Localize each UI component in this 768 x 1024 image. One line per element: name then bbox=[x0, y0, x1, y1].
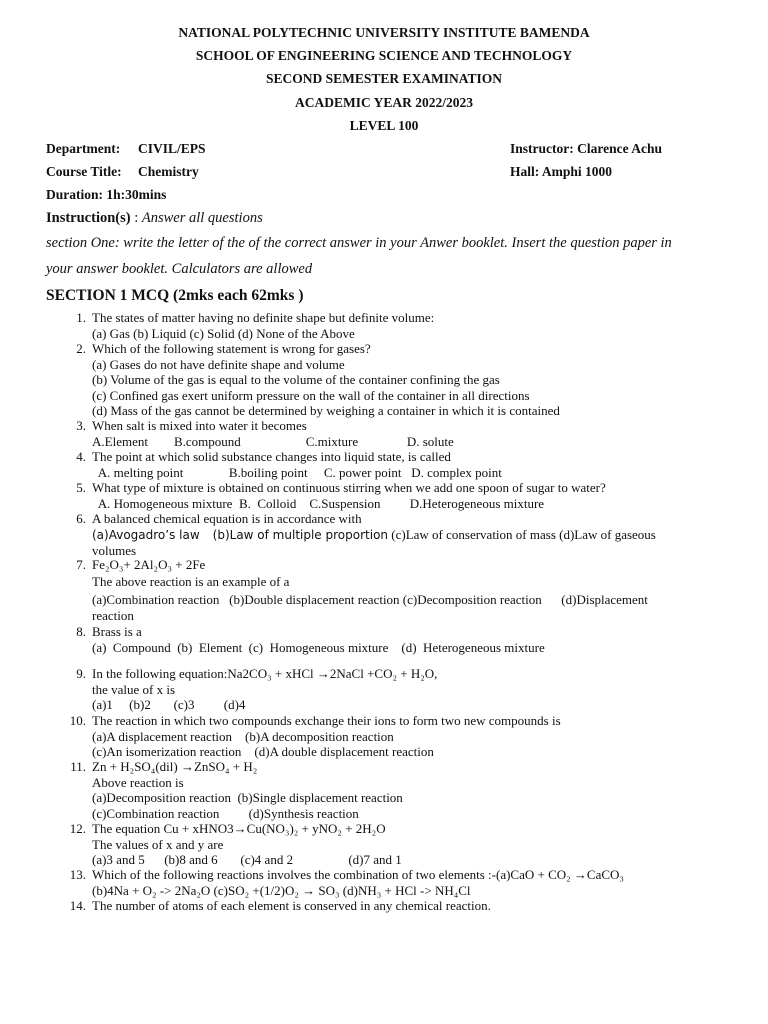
question-text: The above reaction is an example of a bbox=[92, 573, 290, 589]
question-options: A. Homogeneous mixture B. Colloid C.Suspension D.Heterogeneous mixture bbox=[92, 495, 545, 511]
institution-title: NATIONAL POLYTECHNIC UNIVERSITY INSTITUTE BAMENDA bbox=[178, 25, 590, 40]
question-option-a: (a) Gases do not have definite shape and volume bbox=[92, 356, 345, 372]
question-option-b: (b) Volume of the gas is equal to the volume of the container confining the gas bbox=[92, 372, 500, 387]
question-text: The values of x and y are bbox=[92, 836, 224, 852]
option-b: (b)Law of multiple proportion bbox=[212, 527, 389, 542]
instructions-line bbox=[46, 210, 736, 227]
question-number: 6. bbox=[76, 511, 86, 526]
question-number: 5. bbox=[76, 480, 86, 495]
question-options-cd: (c)Combination reaction (d)Synthesis reaction bbox=[92, 805, 359, 821]
question-options-ab: (a)A displacement reaction (b)A decomposition reaction bbox=[92, 728, 394, 744]
question-number: 4. bbox=[76, 449, 86, 464]
question-2 bbox=[66, 341, 716, 419]
instructor: Instructor: Clarence Achu bbox=[510, 141, 662, 156]
question-options: (a)Combination reaction (b)Double displacement reaction (c)Decomposition reaction (d)Displacement bbox=[92, 592, 648, 607]
instructions-label: Instruction(s) bbox=[46, 210, 131, 226]
question-number: 9. bbox=[76, 666, 86, 681]
question-equation: The equation Cu + xHNO3→Cu(NO₃)₂ + yNO₂ + 2H₂O bbox=[92, 821, 386, 836]
question-text: Above reaction is bbox=[92, 774, 184, 790]
instructions-text: Answer all questions bbox=[141, 210, 263, 226]
section-instructions-text-2: your answer booklet. Calculators are allowed bbox=[46, 261, 313, 277]
instructions-sep: : bbox=[130, 210, 142, 226]
course-label: Course Title: bbox=[46, 164, 122, 179]
question-8 bbox=[66, 624, 716, 655]
question-12 bbox=[66, 821, 716, 868]
question-options-ab: (a)Decomposition reaction (b)Single displacement reaction bbox=[92, 790, 403, 805]
question-options: (a) Compound (b) Element (c) Homogeneous mixture (d) Heterogeneous mixture bbox=[92, 639, 545, 655]
question-options bbox=[92, 527, 716, 544]
question-number: 12. bbox=[69, 821, 86, 836]
school-title: SCHOOL OF ENGINEERING SCIENCE AND TECHNOLOGY bbox=[195, 48, 573, 63]
section-instructions-1 bbox=[46, 235, 736, 252]
section-instructions-2 bbox=[46, 261, 736, 278]
question-number: 3. bbox=[76, 418, 86, 433]
question-options: A.Element B.compound C.mixture D. solute bbox=[92, 433, 454, 449]
question-text: A balanced chemical equation is in accordance with bbox=[92, 511, 362, 526]
department-row bbox=[46, 141, 206, 157]
level: LEVEL 100 bbox=[349, 118, 419, 133]
question-text: Which of the following reactions involves the combination of two elements :-(a)CaO + CO₂ →CaCO₃ bbox=[92, 867, 624, 882]
question-text: What type of mixture is obtained on continuous stirring when we add one spoon of sugar to water? bbox=[92, 480, 606, 495]
question-text: The reaction in which two compounds exchange their ions to form two new compounds is bbox=[92, 713, 561, 728]
option-a: (a)Avogadro’s law bbox=[92, 527, 200, 542]
question-10 bbox=[66, 713, 716, 760]
question-options-tail: volumes bbox=[92, 543, 137, 558]
question-text: In the following equation:Na2CO₃ + xHCl →2NaCl +CO₂ + H₂O, bbox=[92, 666, 438, 681]
question-options-cd: (c)An isomerization reaction (d)A double displacement reaction bbox=[92, 744, 434, 759]
question-14 bbox=[66, 898, 716, 914]
question-option-c: (c) Confined gas exert uniform pressure on the wall of the container in all directions bbox=[92, 387, 530, 403]
duration: Duration: 1h:30mins bbox=[46, 187, 167, 202]
question-7 bbox=[66, 557, 716, 623]
question-options: (a)1 (b)2 (c)3 (d)4 bbox=[92, 697, 246, 712]
question-3 bbox=[66, 418, 716, 449]
question-1 bbox=[66, 310, 716, 341]
question-options: (b)4Na + O₂ -> 2Na₂O (c)SO₂ +(1/2)O₂ → SO₃ (d)NH₃ + HCl -> NH₄Cl bbox=[92, 882, 471, 898]
question-11 bbox=[66, 759, 716, 821]
question-number: 13. bbox=[69, 867, 86, 882]
question-text: The number of atoms of each element is conserved in any chemical reaction. bbox=[92, 898, 491, 913]
question-number: 10. bbox=[69, 713, 86, 728]
exam-title: SECOND SEMESTER EXAMINATION bbox=[265, 71, 503, 86]
question-options: A. melting point B.boiling point C. power point D. complex point bbox=[92, 464, 502, 480]
question-number: 1. bbox=[76, 310, 86, 325]
question-options: (a) Gas (b) Liquid (c) Solid (d) None of the Above bbox=[92, 325, 355, 341]
question-option-d: (d) Mass of the gas cannot be determined by weighing a container in which it is contained bbox=[92, 403, 560, 418]
question-number: 8. bbox=[76, 624, 86, 639]
question-subtext: the value of x is bbox=[92, 681, 176, 697]
department-value: CIVIL/EPS bbox=[138, 141, 206, 156]
question-options: (a)3 and 5 (b)8 and 6 (c)4 and 2 (d)7 and 1 bbox=[92, 852, 402, 867]
question-text: Brass is a bbox=[92, 624, 142, 639]
question-13 bbox=[66, 867, 716, 898]
question-number: 11. bbox=[70, 759, 86, 774]
section-instructions-text-1: section One: write the letter of the of the correct answer in your Anwer booklet. Insert the question paper in bbox=[46, 235, 672, 251]
course-value: Chemistry bbox=[138, 164, 199, 179]
question-number: 2. bbox=[76, 341, 86, 356]
question-number: 14. bbox=[69, 898, 86, 913]
question-equation: Fe₂O₃+ 2Al₂O₃ + 2Fe bbox=[92, 557, 206, 572]
option-c-d: (c)Law of conservation of mass (d)Law of gaseous bbox=[388, 526, 656, 542]
question-text: The point at which solid substance changes into liquid state, is called bbox=[92, 449, 451, 464]
question-9 bbox=[66, 666, 716, 713]
question-text: Which of the following statement is wrong for gases? bbox=[92, 341, 371, 356]
question-number: 7. bbox=[76, 557, 86, 572]
question-equation: Zn + H₂SO₄(dil) →ZnSO₄ + H₂ bbox=[92, 759, 258, 774]
question-4 bbox=[66, 449, 716, 480]
hall: Hall: Amphi 1000 bbox=[510, 164, 613, 179]
department-label: Department: bbox=[46, 141, 121, 156]
question-6 bbox=[66, 511, 716, 559]
question-text: The states of matter having no definite shape but definite volume: bbox=[92, 310, 435, 325]
academic-year: ACADEMIC YEAR 2022/2023 bbox=[295, 95, 473, 110]
question-text: When salt is mixed into water it becomes bbox=[92, 418, 307, 433]
section-1-title: SECTION 1 MCQ (2mks each 62mks ) bbox=[46, 287, 304, 304]
question-options-tail: reaction bbox=[92, 607, 134, 623]
question-5 bbox=[66, 480, 716, 511]
course-row bbox=[46, 164, 199, 180]
